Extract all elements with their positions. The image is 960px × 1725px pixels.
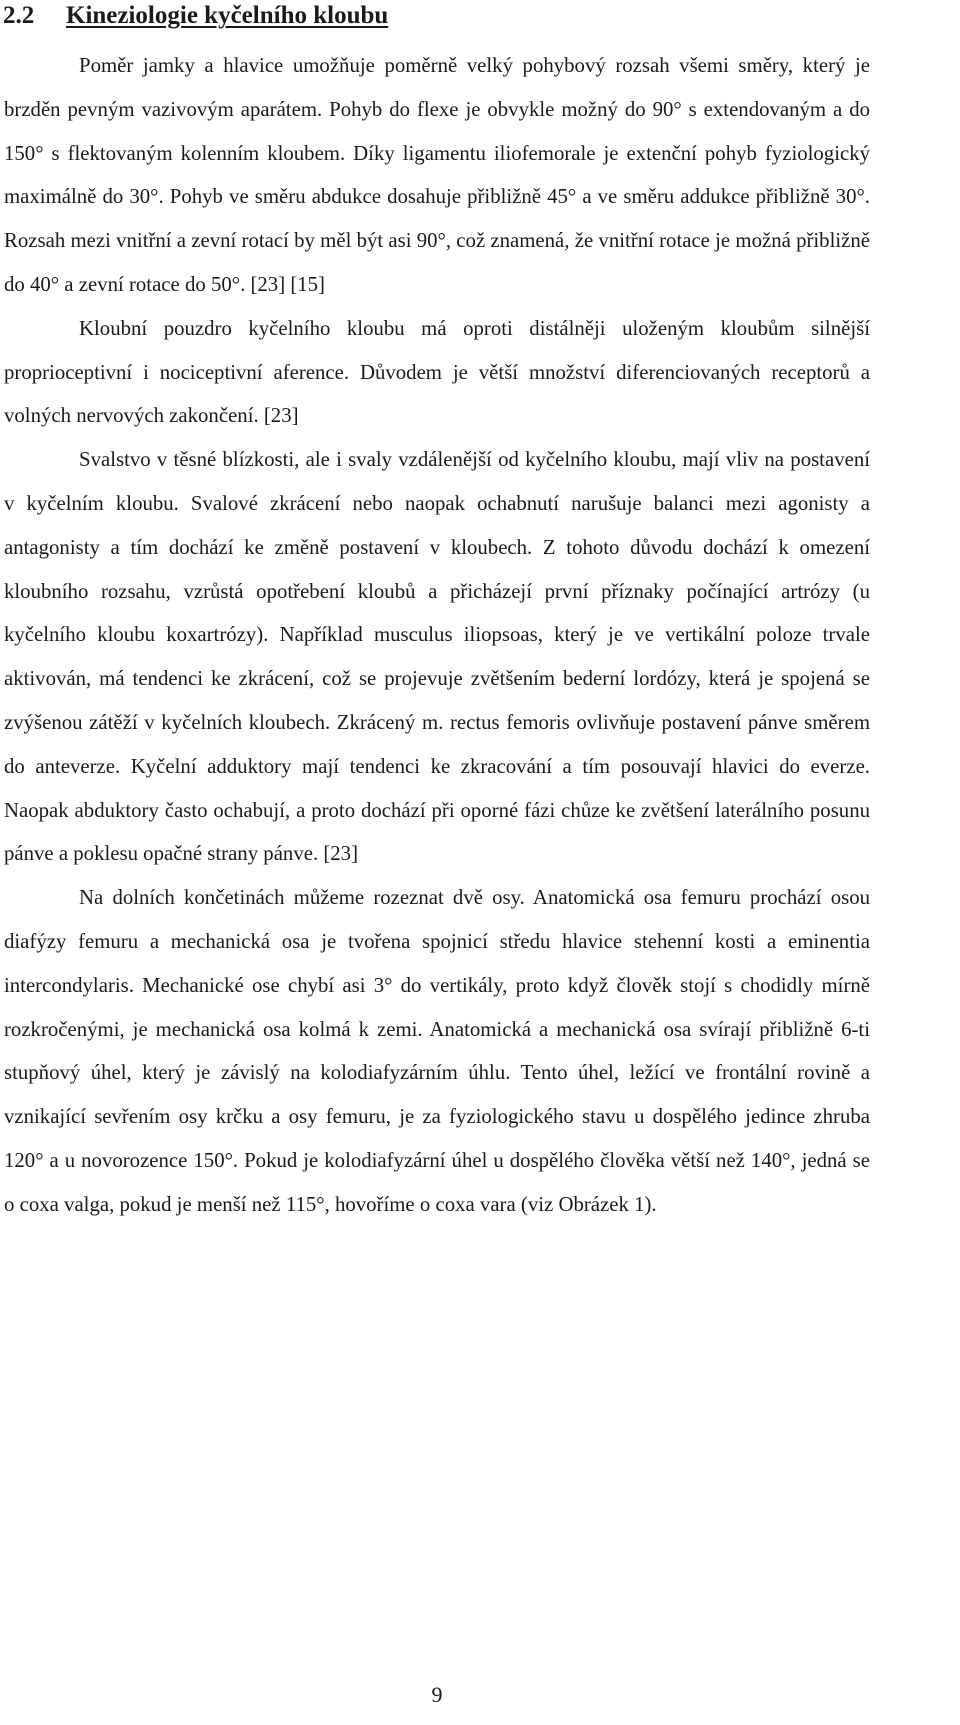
paragraph-range-of-motion: Poměr jamky a hlavice umožňuje poměrně velký pohybový rozsah všemi směry, který je brzděn pevným vazivovým aparátem. Pohyb do flexe je obvykle možný do 90° s extendovaným a do 150° s flektovaným kolenním kloubem. Díky ligamentu iliofemorale je extenční pohyb fyziologický maximálně do 30°. Pohyb ve směru abdukce dosahuje přibližně 45° a ve směru addukce přibližně 30°. Rozsah mezi vnitřní a zevní rotací by měl být asi 90°, což znamená, že vnitřní rotace je možná přibližně do 40° a zevní rotace do 50°. [23] [15] — [4, 54, 870, 296]
paragraph-musculature: Svalstvo v těsné blízkosti, ale i svaly vzdálenější od kyčelního kloubu, mají vliv na postavení v kyčelním kloubu. Svalové zkrácení nebo naopak ochabnutí narušuje balanci mezi agonisty a antagonisty a tím dochází ke změně postavení v kloubech. Z tohoto důvodu dochází k omezení kloubního rozsahu, vzrůstá opotřebení kloubů a přicházejí první příznaky počínající artrózy (u kyčelního kloubu koxartrózy). Například musculus iliopsoas, který je ve vertikální poloze trvale aktivován, má tendenci ke zkrácení, což se projevuje zvětšením bederní lordózy, která je spojená se zvýšenou zátěží v kyčelních kloubech. Zkrácený m. rectus femoris ovlivňuje postavení pánve směrem do anteverze. Kyčelní adduktory mají tendenci ke zkracování a tím posouvají hlavici do everze. Naopak abduktory často ochabují, a proto dochází při oporné fázi chůze ke zvětšení laterálního posunu pánve a poklesu opačné strany pánve. [23] — [4, 448, 870, 866]
paragraph-femur-axes: Na dolních končetinách můžeme rozeznat dvě osy. Anatomická osa femuru prochází osou diafýzy femuru a mechanická osa je tvořena spojnicí středu hlavice stehenní kosti a eminentia intercondylaris. Mechanické ose chybí asi 3° do vertikály, proto když člověk stojí s chodidly mírně rozkročenými, je mechanická osa kolmá k zemi. Anatomická a mechanická osa svírají přibližně 6-ti stupňový úhel, který je závislý na kolodiafyzárním úhlu. Tento úhel, ležící ve frontální rovině a vznikající sevřením osy krčku a osy femuru, je za fyziologického stavu u dospělého jedince zhruba 120° a u novorozence 150°. Pokud je kolodiafyzární úhel u dospělého člověka větší než 140°, jedná se o coxa valga, pokud je menší než 115°, hovoříme o coxa vara (viz Obrázek 1). — [4, 886, 870, 1216]
section-heading — [3, 0, 388, 32]
section-title: Kineziologie kyčelního kloubu — [66, 2, 389, 29]
section-number: 2.2 — [3, 2, 35, 29]
body-text — [4, 44, 870, 1227]
paragraph-joint-capsule: Kloubní pouzdro kyčelního kloubu má oproti distálněji uloženým kloubům silnější proprioceptivní i nociceptivní aference. Důvodem je větší množství diferenciovaných receptorů a volných nervových zakončení. [23] — [4, 316, 870, 428]
page-number: 9 — [431, 1682, 443, 1707]
